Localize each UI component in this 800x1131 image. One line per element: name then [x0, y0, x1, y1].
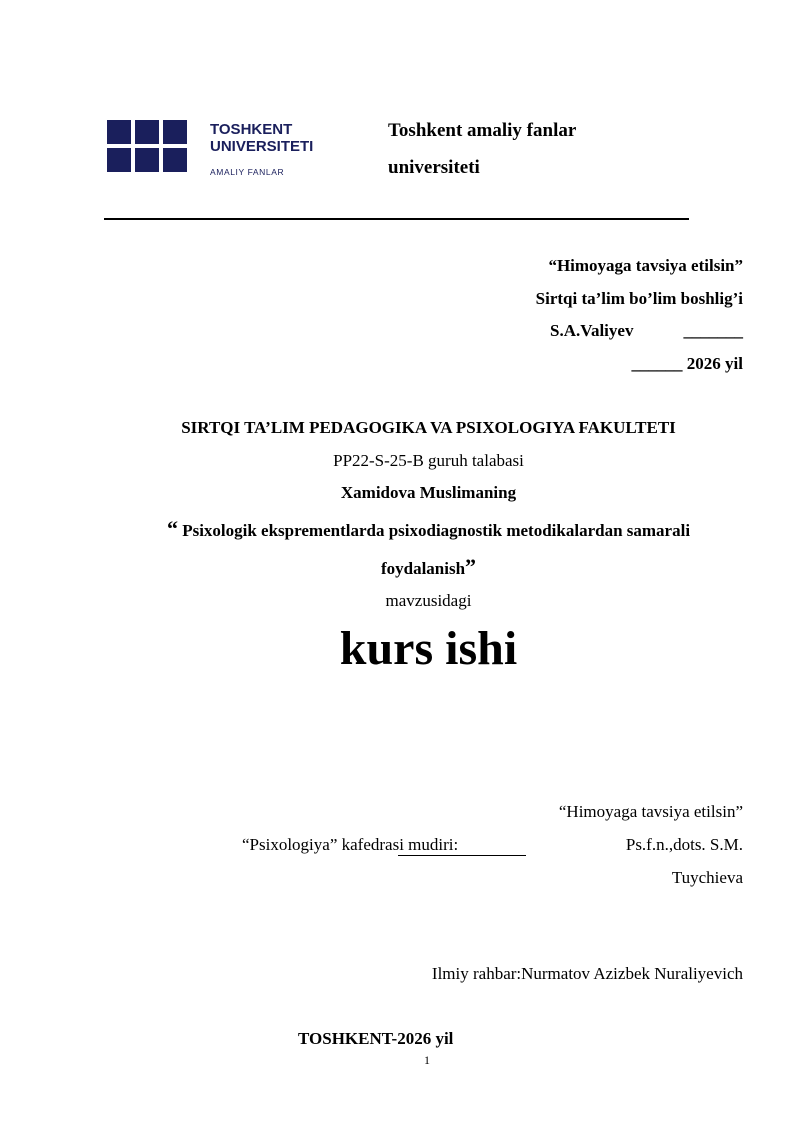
- logo-square: [107, 148, 131, 172]
- logo-line1: TOSHKENT: [210, 121, 293, 138]
- department-signature-line: [398, 855, 526, 856]
- logo-square: [107, 120, 131, 144]
- department-head-line2: Tuychieva: [671, 868, 743, 887]
- university-name-line2: universiteti: [388, 157, 480, 178]
- approval-bottom-line1: “Himoyaga tavsiya etilsin”: [558, 802, 743, 821]
- city-year: TOSHKENT-2026 yil: [298, 1029, 454, 1048]
- logo-line2: UNIVERSITETI: [210, 138, 314, 155]
- department-head-label: “Psixologiya” kafedrasi mudiri:: [242, 835, 459, 854]
- topic-suffix: mavzusidagi: [385, 591, 472, 610]
- logo-line3: AMALIY FANLAR: [210, 167, 285, 177]
- logo-square: [163, 120, 187, 144]
- approval-top-date: ______ 2026 yil: [631, 354, 743, 373]
- university-name: [388, 112, 576, 186]
- logo-square: [135, 148, 159, 172]
- approval-top-signature-blank: _______: [683, 321, 743, 340]
- faculty-name: SIRTQI TA’LIM PEDAGOGIKA VA PSIXOLOGIYA FAKULTETI: [181, 418, 676, 437]
- university-name-line1: Toshkent amaliy fanlar: [388, 120, 577, 141]
- department-head-line1: Ps.f.n.,dots. S.M.: [625, 835, 743, 854]
- topic-open-quote: “: [166, 516, 178, 541]
- logo-square: [163, 148, 187, 172]
- topic-text-line2: foydalanish: [380, 559, 466, 578]
- approval-top-name: S.A.Valiyev: [550, 321, 634, 340]
- approval-top-line2: Sirtqi ta’lim bo’lim boshlig’i: [535, 289, 743, 308]
- page-number: 1: [424, 1053, 430, 1067]
- logo-square: [135, 176, 159, 180]
- logo-square: [135, 120, 159, 144]
- header-divider: [104, 218, 689, 220]
- topic-text-line1: Psixologik eksprementlarda psixodiagnostik metodikalardan samarali: [177, 521, 691, 540]
- supervisor: Ilmiy rahbar:Nurmatov Azizbek Nuraliyevich: [431, 964, 743, 983]
- student-name: Xamidova Muslimaning: [340, 483, 517, 502]
- group-line: PP22-S-25-B guruh talabasi: [333, 451, 524, 470]
- topic-line1: [0, 516, 800, 542]
- topic-line2: [0, 554, 800, 580]
- approval-top-line1: “Himoyaga tavsiya etilsin”: [548, 256, 743, 275]
- university-logo: [107, 120, 342, 180]
- topic-close-quote: ”: [465, 554, 477, 579]
- approval-top-signature: [550, 321, 633, 341]
- document-type: kurs ishi: [339, 622, 518, 675]
